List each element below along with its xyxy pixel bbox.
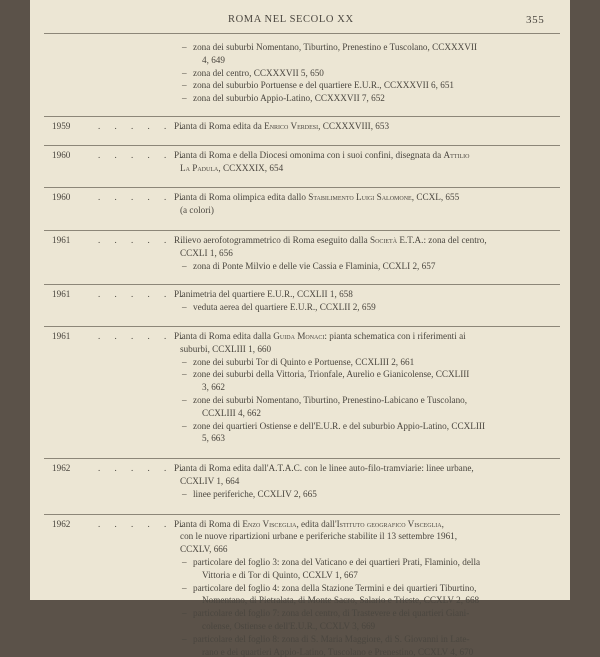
sub-entry-dash: – (182, 260, 187, 271)
divider (44, 284, 560, 285)
entry-text: , edita dall' (296, 518, 337, 529)
entry-text: , (441, 518, 444, 529)
entry-year: 1962 (52, 463, 71, 474)
entry-text: , CCXXXIX, 654 (218, 162, 284, 173)
dot-leaders: . . . . . . (98, 463, 189, 474)
entry-line (180, 248, 233, 258)
entry-text: CCXLIV 1, 664 (180, 476, 240, 486)
sub-entry-dash: – (182, 93, 187, 104)
entry-text: Pianta di Roma edita dalla (174, 331, 274, 341)
entry-text: Rilievo aerofotogrammetrico di Roma eseguito dalla (174, 235, 370, 245)
sub-entry-dash: – (182, 356, 187, 367)
entry-year: 1961 (52, 289, 71, 300)
sub-entry-line: 5, 663 (202, 433, 225, 444)
sub-entry-dash: – (182, 395, 187, 405)
entry-year: 1961 (52, 235, 71, 245)
sub-entry-line: CCXLIII 4, 662 (202, 407, 261, 418)
sub-entry-dash: – (182, 488, 187, 499)
entry-text: suburbi, CCXLIII 1, 660 (180, 343, 272, 354)
sub-entry-line: zone dei suburbi Nomentano, Tiburtino, Prenestino-Labicano e Tuscolano, (193, 395, 468, 405)
entry-line (174, 121, 389, 131)
entry-year: 1962 (52, 518, 71, 529)
divider (44, 116, 560, 117)
entry-name-smallcaps: Società E.T.A. (369, 235, 424, 245)
sub-entry-line: particolare del foglio 8: zona di S. Maria Maggiore, di S. Giovanni in Late- (193, 633, 470, 644)
entry-text: Pianta di Roma olimpica edita dallo (174, 192, 309, 203)
sub-entry-dash: – (182, 420, 187, 431)
divider (44, 187, 560, 188)
entry-text: Pianta di Roma edita da (174, 121, 265, 131)
entry-name-smallcaps: Enzo Visceglia (242, 518, 297, 529)
entry-line (174, 235, 487, 245)
divider (44, 145, 560, 146)
dot-leaders: . . . . . . (98, 121, 189, 131)
divider (44, 33, 560, 34)
entry-name-smallcaps: Attilio (443, 149, 470, 160)
entry-name-smallcaps: Stabilimento Luigi Salomone (308, 192, 412, 203)
continuation-line: zona del centro, CCXXXVII 5, 650 (193, 67, 324, 78)
sub-entry-dash: – (182, 582, 187, 593)
sub-entry-line: zone dei suburbi della Vittoria, Trionfale, Aurelio e Gianicolense, CCXLIII (193, 369, 470, 380)
sub-entry-dash: – (182, 80, 187, 91)
continuation-line: zona del suburbio Portuense e del quartiere E.U.R., CCXXXVII 6, 651 (193, 80, 455, 91)
entry-line (174, 463, 474, 473)
entry-line (180, 476, 239, 486)
sub-entry-line: zone dei suburbi Tor di Quinto e Portuense, CCXLIII 2, 661 (193, 356, 415, 367)
entry-text: CCXLV, 666 (180, 544, 228, 555)
divider (44, 326, 560, 327)
dot-leaders: . . . . . . (98, 149, 189, 160)
divider (44, 514, 560, 515)
entry-line (180, 544, 227, 554)
entry-line (174, 289, 353, 299)
sub-entry-dash: – (182, 633, 187, 644)
entry-text: (a colori) (180, 205, 214, 216)
entry-line (180, 205, 214, 215)
entry-year: 1959 (52, 121, 71, 131)
page-header (30, 14, 570, 30)
entry-text: Pianta di Roma e della Diocesi omonima con i suoi confini, disegnata da (174, 149, 444, 160)
sub-entry-line: linee periferiche, CCXLIV 2, 665 (193, 488, 317, 499)
sub-entry-line: zona di Ponte Milvio e delle vie Cassia e Flaminia, CCXLI 2, 657 (193, 260, 436, 271)
sub-entry-line: veduta aerea del quartiere E.U.R., CCXLII 2, 659 (193, 302, 376, 313)
entry-text: con le nuove ripartizioni urbane e periferiche stabilite il 13 settembre 1961, (180, 531, 458, 542)
sub-entry-dash: – (182, 369, 187, 380)
dot-leaders: . . . . . . (98, 289, 189, 300)
entry-text: CCXLI 1, 656 (180, 247, 233, 258)
dot-leaders: . . . . . . (98, 331, 189, 341)
sub-entry-dash: – (182, 67, 187, 78)
entry-line (174, 150, 469, 160)
sub-entry-line: particolare del foglio 3: zona del Vaticano e dei quartieri Prati, Flaminio, della (193, 557, 481, 567)
dot-leaders: . . . . . . (98, 518, 189, 529)
sub-entry-dash: – (182, 557, 187, 567)
entry-line (174, 192, 459, 202)
sub-entry-line: rano e dei quartieri Appio-Latino, Tuscolano e Prenestino, CCXLV 4, 670 (202, 646, 474, 657)
entry-line (180, 163, 283, 173)
entry-line (174, 519, 444, 529)
sub-entry-line: zone dei quartieri Ostiense e dell'E.U.R. e del suburbio Appio-Latino, CCXLIII (193, 420, 486, 431)
entry-text: Planimetria del quartiere E.U.R., CCXLII 1, 658 (174, 289, 353, 300)
entry-name-smallcaps: Guida Monaci (273, 331, 325, 341)
sub-entry-line: particolare del foglio 7: zona del centro, di Trastevere e dei quartieri Giani- (193, 608, 470, 619)
entry-text: Pianta di Roma edita dall'A.T.A.C. con le linee auto-filo-tramviarie: linee urbane, (174, 463, 474, 474)
entry-text: : zona del centro, (423, 235, 487, 245)
continuation-line: 4, 649 (202, 54, 225, 65)
entry-name-smallcaps: Enrico Verdesi (264, 121, 319, 131)
sub-entry-dash: – (182, 42, 187, 52)
entry-text: , CCXL, 655 (411, 192, 460, 203)
running-title: ROMA NEL SECOLO XX (228, 14, 354, 25)
entry-line (180, 344, 271, 354)
sub-entry-line: Vittoria e di Tor di Quinto, CCXLV 1, 667 (202, 569, 358, 580)
entry-year: 1960 (52, 192, 71, 203)
entry-line (180, 531, 457, 541)
continuation-line: zona del suburbio Appio-Latino, CCXXXVII 7, 652 (193, 93, 385, 104)
dot-leaders: . . . . . . (98, 235, 189, 245)
divider (44, 458, 560, 459)
continuation-line: zona dei suburbi Nomentano, Tiburtino, Prenestino e Tuscolano, CCXXXVII (193, 42, 478, 52)
sub-entry-line: colense, Ostiense e dell'E.U.R., CCXLV 3, 669 (202, 621, 376, 631)
page-number: 355 (526, 14, 545, 26)
entry-year: 1960 (52, 149, 71, 160)
entry-text: : pianta schematica con i riferimenti ai (324, 331, 466, 341)
entry-name-smallcaps: Istituto geografico Visceglia (336, 518, 442, 529)
entry-text: , CCXXXVIII, 653 (318, 121, 390, 131)
entry-text: Pianta di Roma di (174, 518, 243, 529)
book-page (30, 0, 570, 657)
sub-entry-line: Nomentano, di Pietralata, di Monte Sacro, Salario e Trieste, CCXLV 2, 668 (202, 595, 480, 606)
sub-entry-dash: – (182, 302, 187, 313)
entry-year: 1961 (52, 331, 71, 341)
sub-entry-line: particolare del foglio 4: zona della Stazione Termini e dei quartieri Tiburtino, (193, 582, 477, 593)
entry-name-smallcaps: La Padula (180, 162, 219, 173)
entry-line (174, 331, 466, 341)
sub-entry-line: 3, 662 (202, 382, 225, 393)
dot-leaders: . . . . . . (98, 192, 189, 203)
divider (44, 230, 560, 231)
sub-entry-dash: – (182, 608, 187, 619)
